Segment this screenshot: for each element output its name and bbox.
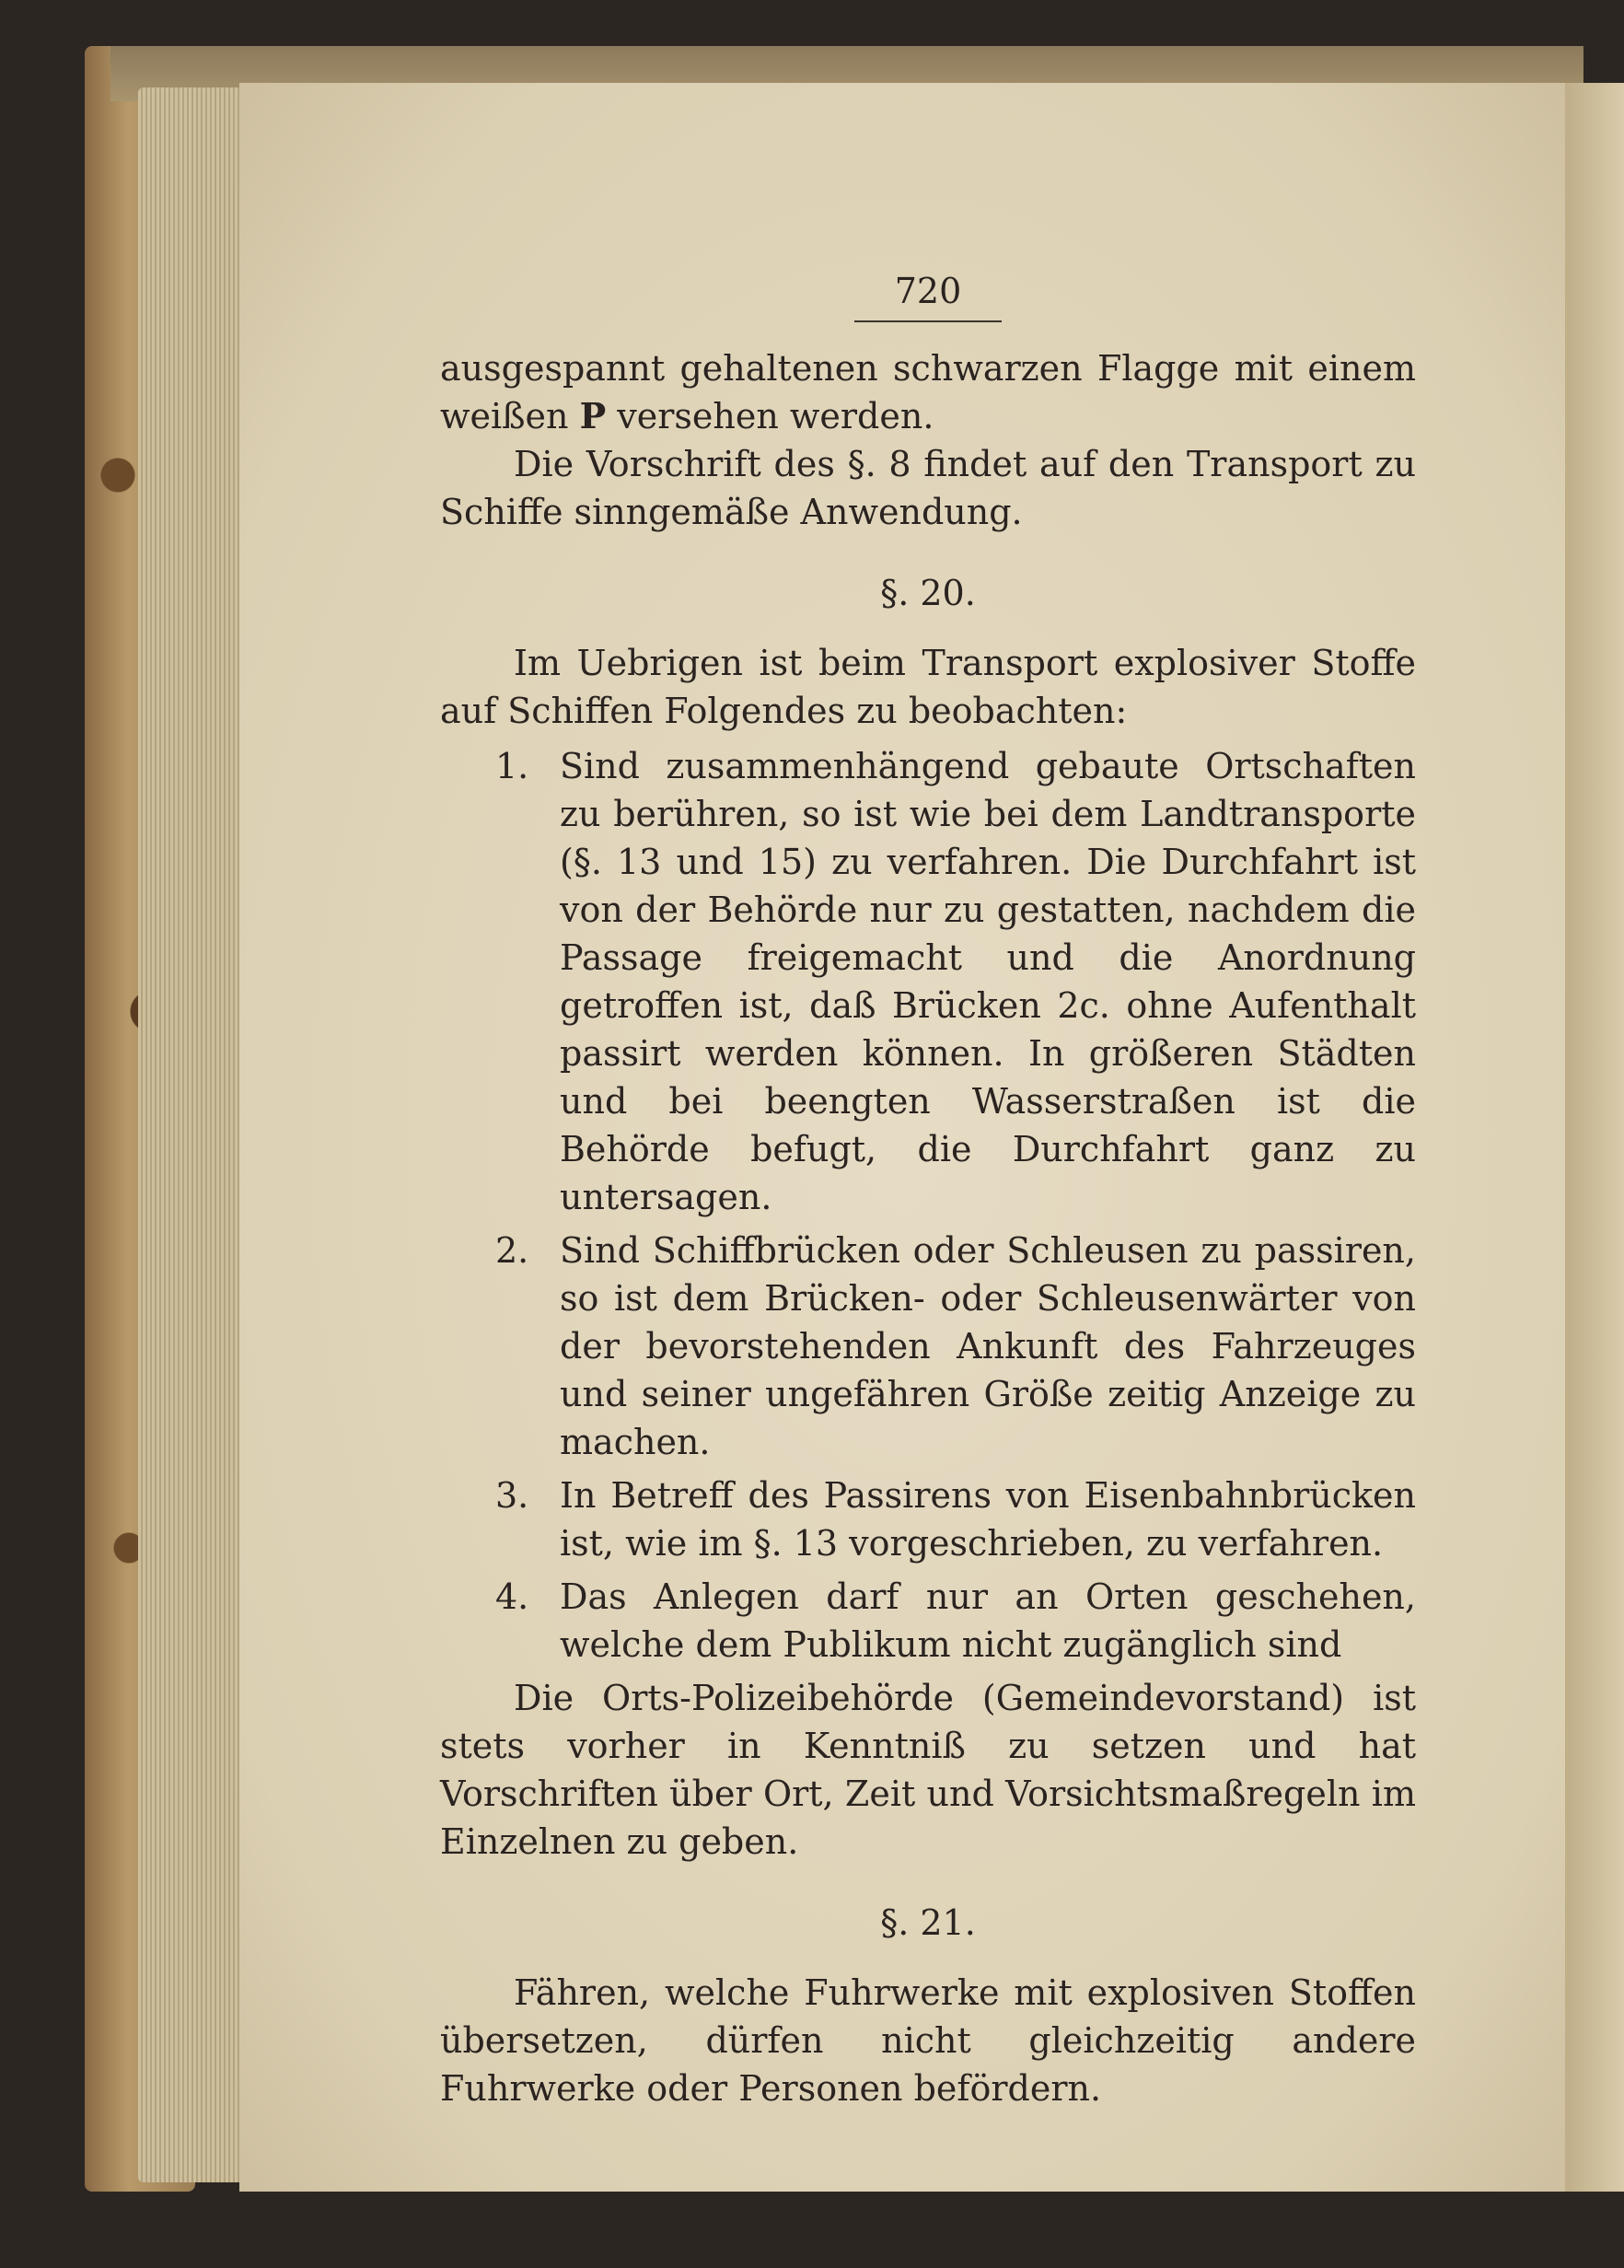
list-item-number: 2. [495, 1230, 529, 1271]
list-item [440, 1471, 1416, 1567]
paragraph-intro: Im Uebrigen ist beim Transport explosiver Stoffe auf Schiffen Folgendes zu beobachten: [440, 643, 1416, 731]
paragraph-vorschrift: Die Vorschrift des §. 8 findet auf den Transport zu Schiffe sinngemäße Anwendung. [440, 444, 1416, 532]
list-item-text: Sind zusammenhängend gebaute Ortschaften zu berühren, so ist wie bei dem Landtransporte (§. 13 und 15) zu verfahren. Die Durchfahrt ist von der Behörde nur zu gestatten, nachdem die Passage freigemacht und die Anordnung getroffen ist, daß Brücken 2c. ohne Aufenthalt passirt werden können. In größeren Städten und bei beengten Wasserstraßen ist die Behörde befugt, die Durchfahrt ganz zu untersagen. [560, 746, 1416, 1217]
section-heading-20: §. 20. [880, 573, 976, 613]
paragraph-faehren: Fähren, welche Fuhrwerke mit explosiven Stoffen übersetzen, dürfen nicht gleichzeitig andere Fuhrwerke oder Personen befördern. [440, 1972, 1416, 2109]
list-item [440, 1573, 1416, 1669]
rules-list [440, 742, 1416, 1669]
list-item-text: In Betreff des Passirens von Eisenbahnbrücken ist, wie im §. 13 vorgeschrieben, zu verfahren. [560, 1475, 1416, 1564]
list-item [440, 1227, 1416, 1466]
section-heading-21: §. 21. [880, 1902, 976, 1943]
list-item-number: 4. [495, 1576, 529, 1617]
page-text [440, 267, 1416, 2112]
page-number-rule [854, 320, 1002, 322]
next-page-strip [1565, 83, 1624, 2192]
list-item-text: Sind Schiffbrücken oder Schleusen zu passiren, so ist dem Brücken- oder Schleusenwärter von der bevorstehenden Ankunft des Fahrzeuges und seiner ungefähren Größe zeitig Anzeige zu machen. [560, 1230, 1416, 1462]
paragraph-flag-text-1: ausgespannt gehaltenen schwarzen Flagge mit einem weißen [440, 348, 1416, 436]
page-number: 720 [894, 271, 962, 311]
paragraph-polizei: Die Orts-Polizeibehörde (Gemeindevorstand) ist stets vorher in Kenntniß zu setzen und hat Vorschriften über Ort, Zeit und Vorsichtsmaßregeln im Einzelnen zu geben. [440, 1678, 1416, 1862]
paragraph-flag-text-2: versehen werden. [606, 396, 934, 436]
list-item-number: 1. [495, 746, 529, 786]
flag-letter: P [579, 395, 607, 436]
list-item-text: Das Anlegen darf nur an Orten geschehen, welche dem Publikum nicht zugänglich sind [560, 1576, 1416, 1665]
list-item [440, 742, 1416, 1221]
list-item-number: 3. [495, 1475, 529, 1516]
paragraph-flag [440, 344, 1416, 440]
